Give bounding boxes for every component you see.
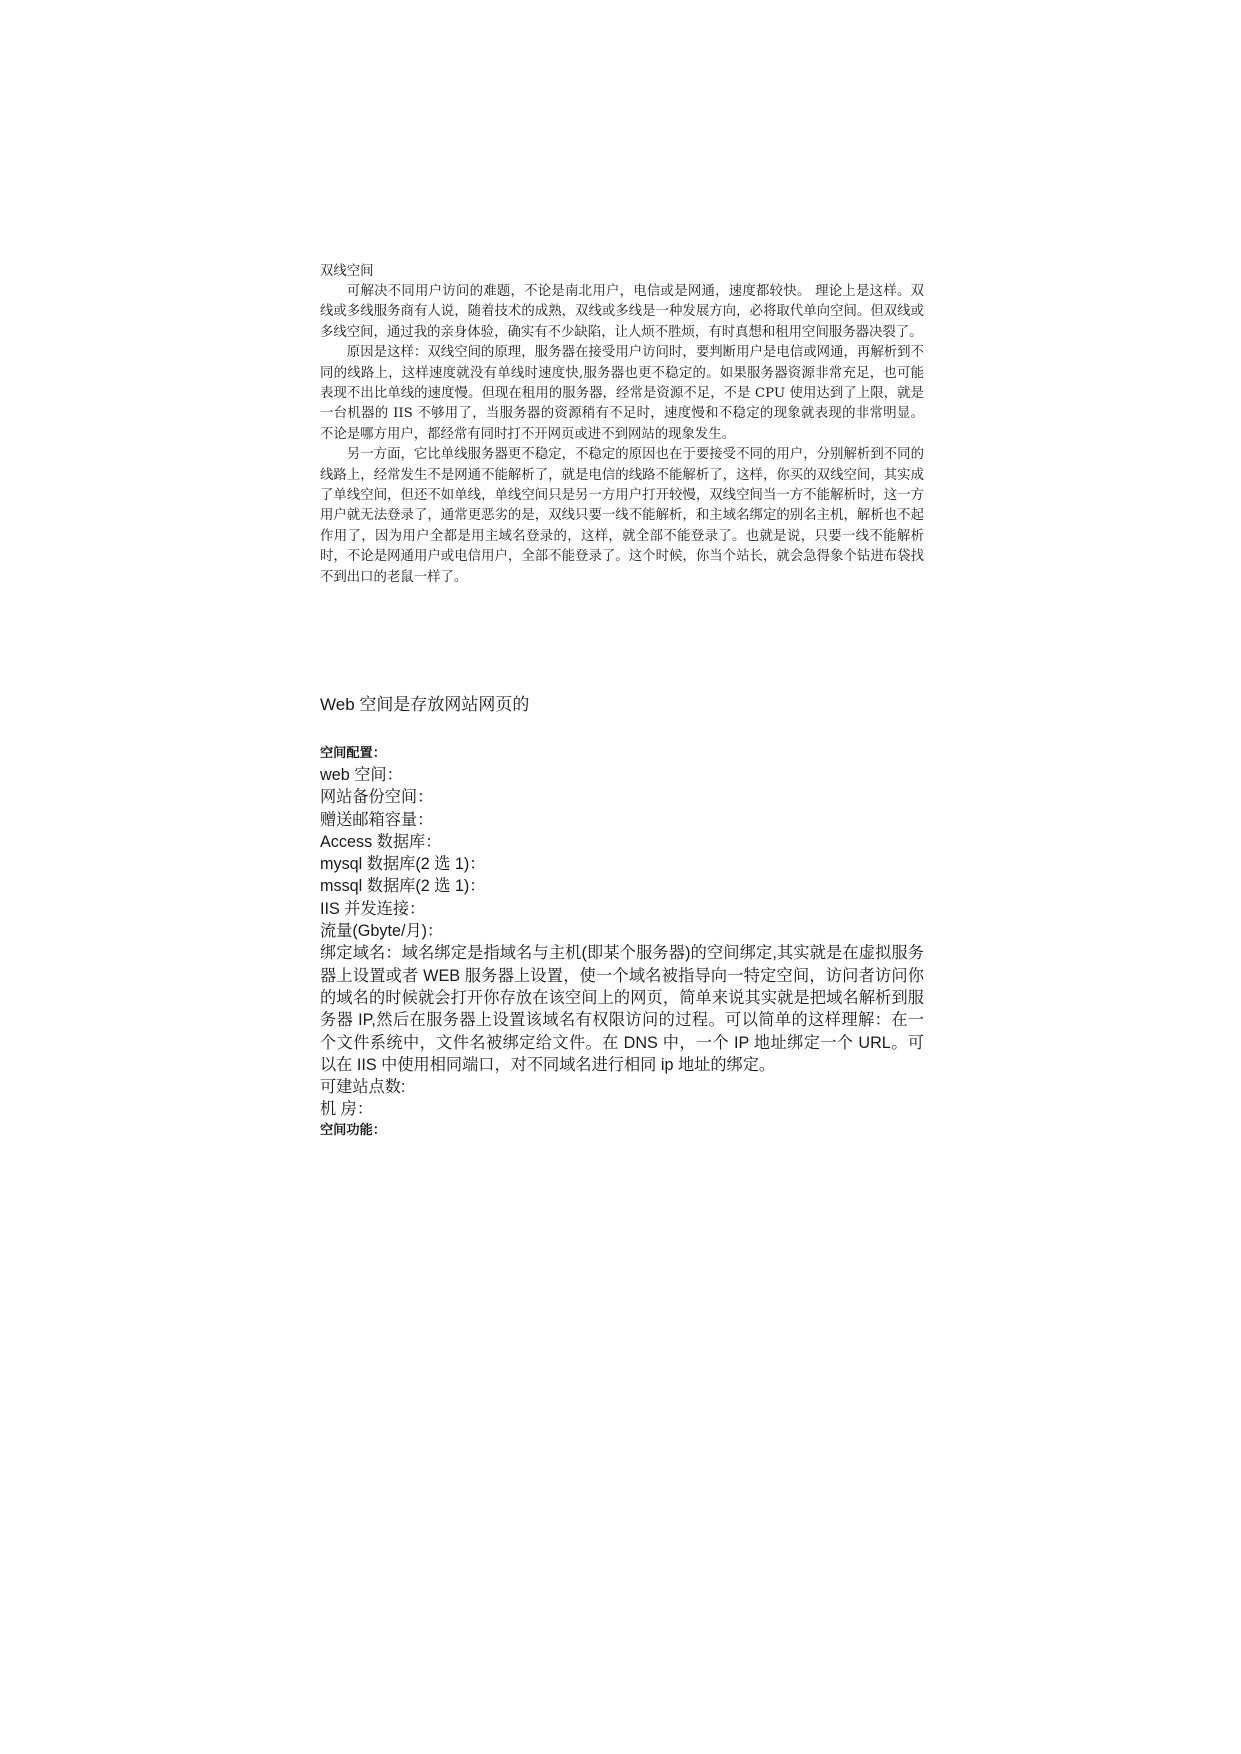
config-item-iis-connections: IIS 并发连接：: [320, 899, 426, 918]
section-heading: 双线空间: [320, 264, 374, 279]
datacenter: 机 房：: [320, 1100, 374, 1119]
document-page: [320, 0, 924, 1754]
config-item-mssql-db: mssql 数据库(2 选 1)：: [320, 877, 486, 896]
features-heading: 空间功能：: [320, 1122, 386, 1138]
space-config-section: [320, 744, 924, 1141]
config-item-access-db: Access 数据库：: [320, 832, 442, 851]
web-space-title: Web 空间是存放网站网页的: [320, 695, 530, 714]
paragraph-2: 原因是这样：双线空间的原理，服务器在接受用户访问时，要判断用户是电信或网通，再解析到不同的线路上，这样速度就没有单线时速度快,服务器也更不稳定的。如果服务器资源非常充足，也可能表现不出比单线的速度慢。但现在租用的服务器，经常是资源不足，不是 CPU 使用达到了上限，就是一台机器的 IIS 不够用了，当服务器的资源稍有不足时，速度慢和不稳定的现象就表现的非常明显。不论是哪方用户，都经常有同时打不开网页或进不到网站的现象发生。: [320, 345, 924, 442]
paragraph-3: 另一方面，它比单线服务器更不稳定，不稳定的原因也在于要接受不同的用户，分别解析到不同的线路上，经常发生不是网通不能解析了，就是电信的线路不能解析了，这样，你买的双线空间，其实成了单线空间，但还不如单线，单线空间只是另一方用户打开较慢，双线空间当一方不能解析时，这一方用户就无法登录了，通常更恶劣的是，双线只要一线不能解析，和主域名绑定的别名主机，解析也不起作用了，因为用户全都是用主域名登录的，这样，就全部不能登录了。也就是说，只要一线不能解析时，不论是网通用户或电信用户，全部不能登录了。这个时候，你当个站长，就会急得象个钻进布袋找不到出口的老鼠一样了。: [320, 447, 924, 585]
config-item-backup-space: 网站备份空间：: [320, 788, 434, 807]
config-item-web-space: web 空间：: [320, 766, 403, 784]
config-item-mailbox: 赠送邮箱容量：: [320, 810, 434, 829]
binding-domain-paragraph: 绑定域名：域名绑定是指域名与主机(即某个服务器)的空间绑定,其实就是在虚拟服务器上设置或者 WEB 服务器上设置，使一个域名被指导向一特定空间，访问者访问你的域名的时候就会打开你存放在该空间上的网页，简单来说其实就是把域名解析到服务器 IP,然后在服务器上设置该域名有权限访问的过程。可以简单的这样理解：在一个文件系统中，文件名被绑定给文件。在 DNS 中，一个 IP 地址绑定一个 URL。可以在 IIS 中使用相同端口，对不同域名进行相同 ip 地址的绑定。: [320, 944, 924, 1074]
paragraph-1: 可解决不同用户访问的难题，不论是南北用户，电信或是网通，速度都较快。 理论上是这样。双线或多线服务商有人说，随着技术的成熟，双线或多线是一种发展方向，必将取代单向空间。但双线或多线空间，通过我的亲身体验，确实有不少缺陷，让人烦不胜烦，有时真想和租用空间服务器决裂了。: [320, 284, 924, 340]
config-item-mysql-db: mysql 数据库(2 选 1)：: [320, 855, 486, 874]
config-item-traffic: 流量(Gbyte/月)：: [320, 922, 444, 941]
dual-line-section: [320, 282, 924, 588]
sites-count: 可建站点数:: [320, 1078, 406, 1097]
config-heading: 空间配置：: [320, 746, 386, 761]
